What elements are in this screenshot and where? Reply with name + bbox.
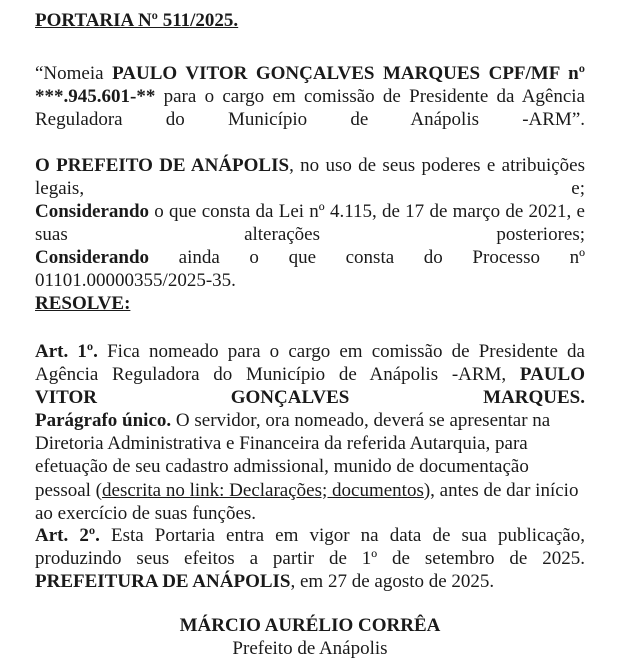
resolve-heading: RESOLVE: <box>35 293 131 314</box>
ementa-paragraph: “Nomeia PAULO VITOR GONÇALVES MARQUES CPF/MF nº ***.945.601-** para o cargo em comissão de Presidente da Agência Reguladora do Município de Anápolis -ARM”. <box>35 63 586 131</box>
signature-role: Prefeito de Anápolis <box>232 638 388 659</box>
paragrafo-unico: Parágrafo único. O servidor, ora nomeado, deverá se apresentar na Diretoria Administrativa e Financeira da referida Autarquia, para efetuação de seu cadastro admissional, munido de documentação pessoal (descrita no link: Declarações; documentos), antes de dar início ao exercício de suas funções. <box>35 410 579 524</box>
considerando-1: Considerando o que consta da Lei nº 4.115, de 17 de março de 2021, e suas alterações posteriores; <box>35 201 585 246</box>
prefeito-heading: O PREFEITO DE ANÁPOLIS <box>35 155 290 176</box>
intro-paragraph: O PREFEITO DE ANÁPOLIS, no uso de seus poderes e atribuições legais, e; <box>35 155 585 200</box>
considerando-2: Considerando ainda o que consta do Processo nº 01101.00000355/2025-35. <box>35 247 585 292</box>
document-title: PORTARIA Nº 511/2025. <box>35 10 239 31</box>
nominee-name-cpf: PAULO VITOR GONÇALVES MARQUES CPF/MF nº ***.945.601-** <box>35 63 586 108</box>
article-2: Art. 2º. Esta Portaria entra em vigor na data de sua publicação, produzindo seus efeitos a partir de 1º de setembro de 2025. <box>35 525 585 570</box>
closing-line: PREFEITURA DE ANÁPOLIS, em 27 de agosto de 2025. <box>35 571 495 592</box>
signature-name: MÁRCIO AURÉLIO CORRÊA <box>179 615 441 636</box>
nominee-name: PAULO VITOR GONÇALVES MARQUES. <box>35 364 585 409</box>
article-1: Art. 1º. Fica nomeado para o cargo em comissão de Presidente da Agência Reguladora do Município de Anápolis -ARM, PAULO VITOR GONÇALVES MARQUES. <box>35 341 585 409</box>
declaracoes-link[interactable]: descrita no link: Declarações; documentos <box>102 479 424 501</box>
